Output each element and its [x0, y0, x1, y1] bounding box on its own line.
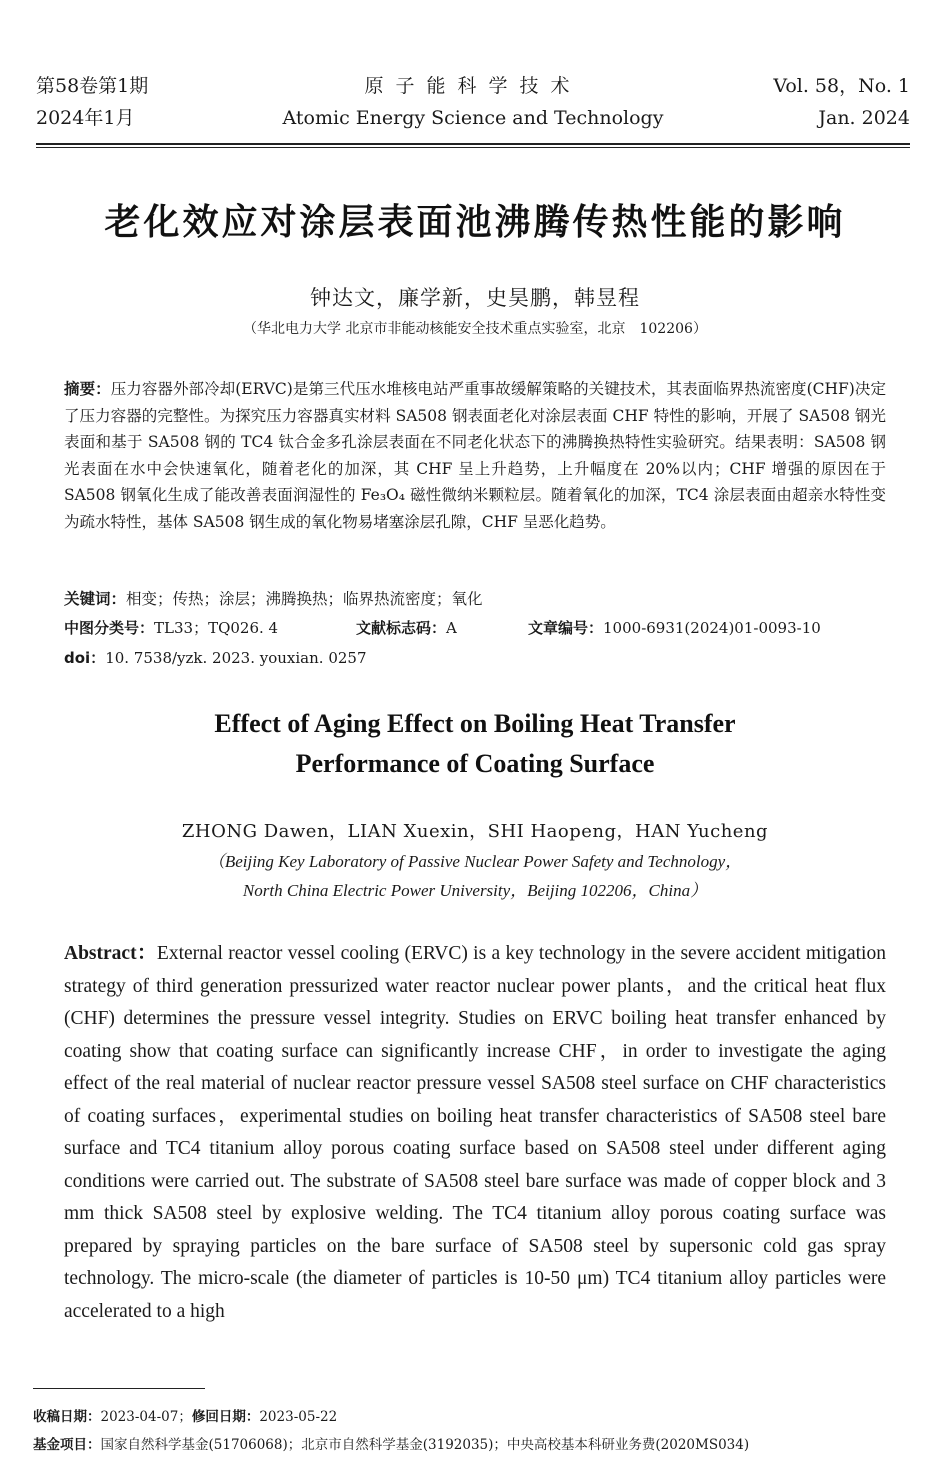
fund-label: 基金项目： — [33, 1437, 101, 1453]
footnote-funding — [33, 1434, 749, 1456]
abstract-cn — [64, 376, 886, 535]
revised-value: 2023-05-22 — [259, 1409, 338, 1425]
keywords-cn — [64, 586, 886, 612]
received-label: 收稿日期： — [33, 1409, 101, 1425]
volume-issue-cn: 第58卷第1期 — [36, 75, 149, 97]
article-number — [528, 616, 821, 640]
abstract-cn-text: 压力容器外部冷却(ERVC)是第三代压水堆核电站严重事故缓解策略的关键技术，其表面临界热流密度(CHF)决定了压力容器的完整性。为探究压力容器真实材料 SA508 钢表面老化对涂层表面 CHF 特性的影响，开展了 SA508 钢光表面和基于 SA508 钢的 TC4 钛合金多孔涂层表面在不同老化状态下的沸腾换热特性实验研究。结果表明：SA508 钢光表面在水中会快速氧化，随着老化的加深，其 CHF 呈上升趋势，上升幅度在 20%以内；CHF 增强的原因在于 SA508 钢氧化生成了能改善表面润湿性的 Fe₃O₄ 磁性微纳米颗粒层。随着氧化的加深，TC4 涂层表面由超亲水特性变为疏水特性，基体 SA508 钢生成的氧化物易堵塞涂层孔隙，CHF 呈恶化趋势。 — [64, 380, 886, 531]
abstract-en — [64, 938, 886, 1328]
date-en: Jan. 2024 — [818, 107, 910, 129]
paper-title-en — [0, 704, 950, 784]
affiliation-en-line1: （Beijing Key Laboratory of Passive Nuclear Power Safety and Technology， — [207, 852, 743, 871]
authors-en: ZHONG Dawen，LIAN Xuexin，SHI Haopeng，HAN Yucheng — [181, 821, 769, 842]
affiliation-en-line2: North China Electric Power University，Beijing 102206，China） — [242, 881, 708, 900]
paper-title-cn: 老化效应对涂层表面池沸腾传热性能的影响 — [104, 202, 846, 243]
issue-info-en — [773, 70, 910, 134]
doi-line — [64, 646, 886, 670]
clc-label: 中图分类号： — [64, 619, 155, 637]
header-rule-thin — [36, 147, 910, 148]
journal-name-cn: 原子能科学技术 — [364, 75, 582, 97]
affiliation-cn: （华北电力大学 北京市非能动核能安全技术重点实验室，北京 102206） — [243, 321, 707, 337]
affiliation-en — [0, 847, 950, 905]
keywords-cn-text: 相变；传热；涂层；沸腾换热；临界热流密度；氧化 — [126, 590, 483, 608]
abstract-cn-label: 摘要： — [64, 380, 111, 398]
revised-label: 修回日期： — [191, 1409, 260, 1425]
abstract-en-text: External reactor vessel cooling (ERVC) is a key technology in the severe accident mitigation strategy of third generation pressurized water reactor nuclear power plants，and the critical heat flux (CHF) determines the pressure vessel integrity. Studies on ERVC boiling heat transfer enhanced by coating show that coating surface can significantly increase CHF，in order to investigate the aging effect of the real material of nuclear reactor pressure vessel SA508 steel surface on CHF characteristics of coating surfaces，experimental studies on boiling heat transfer characteristics of SA508 steel bare surface and TC4 titanium alloy porous coating surface based on SA508 steel under different aging conditions were carried out. The substrate of SA508 steel bare surface was made of copper block and 3 mm thick SA508 steel by explosive welding. The TC4 titanium alloy porous coating surface was prepared by spraying particles on the bare surface of SA508 steel by supersonic cold gas spray technology. The micro-scale (the diameter of particles is 10-50 μm) TC4 titanium alloy particles were accelerated to a high — [64, 943, 886, 1322]
keywords-cn-label: 关键词： — [64, 590, 127, 608]
fund-value: 国家自然科学基金(51706068)；北京市自然科学基金(3192035)；中央高校基本科研业务费(2020MS034) — [100, 1437, 750, 1453]
paper-title-en-line2: Performance of Coating Surface — [295, 749, 655, 778]
volume-issue-en: Vol. 58，No. 1 — [773, 75, 910, 97]
footnote-rule — [33, 1388, 205, 1389]
journal-name-en: Atomic Energy Science and Technology — [282, 107, 664, 129]
clc-number — [64, 616, 278, 640]
doi-label: doi： — [64, 649, 106, 667]
doc-code-value: A — [446, 619, 457, 637]
authors-cn: 钟达文，廉学新，史昊鹏，韩昱程 — [310, 286, 640, 310]
doc-code-label: 文献标志码： — [356, 619, 447, 637]
clc-value: TL33；TQ026. 4 — [154, 619, 279, 637]
footnote-dates: 收稿日期：2023-04-07；修回日期：2023-05-22 — [33, 1409, 338, 1425]
received-value: 2023-04-07 — [100, 1409, 179, 1425]
running-header — [36, 70, 910, 140]
doi-value: 10. 7538/yzk. 2023. youxian. 0257 — [105, 649, 367, 667]
article-number-value: 1000-6931(2024)01-0093-10 — [603, 619, 821, 637]
document-code — [356, 616, 457, 640]
header-rule — [36, 143, 910, 145]
abstract-en-label: Abstract： — [64, 943, 157, 964]
article-number-label: 文章编号： — [528, 619, 604, 637]
date-cn: 2024年1月 — [36, 107, 135, 129]
paper-title-en-line1: Effect of Aging Effect on Boiling Heat Transfer — [214, 709, 736, 738]
